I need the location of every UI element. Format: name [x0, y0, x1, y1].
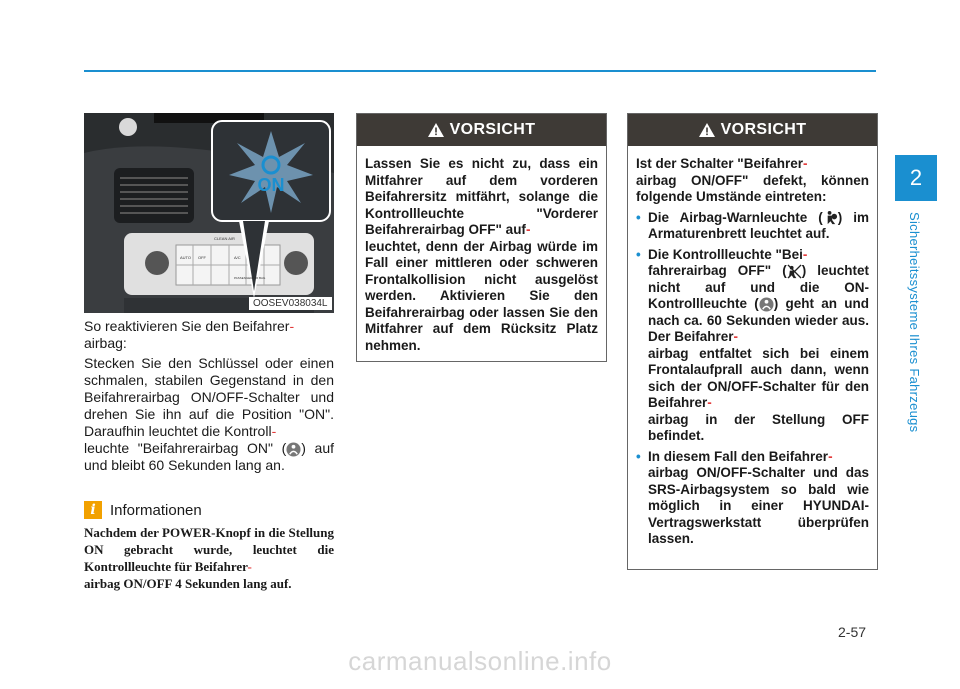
caution-title: VORSICHT: [449, 121, 536, 138]
page-number: 2-57: [838, 624, 867, 640]
info-icon: i: [84, 501, 102, 519]
caution-title: VORSICHT: [720, 121, 807, 138]
caution-header: [628, 114, 877, 146]
svg-text:PASSENGER AIR BAG: PASSENGER AIR BAG: [234, 276, 266, 280]
chapter-title: Sicherheitssysteme Ihres Fahrzeugs: [907, 212, 922, 433]
callout-on-label: ON: [257, 175, 285, 195]
caution-text: Lassen Sie es nicht zu, dass ein Mitfahrer auf dem vorderen Beifahrersitz mitfährt, solange die Kontrollleuchte "Vorderer Beifahrerairbag OFF" auf- leuchtet, denn der Airbag würde im Fall einer mittleren oder schweren Frontalkollision nicht ausgelöst werden. Aktivieren Sie den Beifahrerairbag oder lassen Sie den Mitfahrer auf dem Rücksitz Platz nehmen.: [365, 156, 598, 353]
photo-caption: OOSEV038034L: [249, 297, 332, 310]
svg-text:AUTO: AUTO: [180, 255, 192, 260]
passenger-airbag-on-icon: [759, 297, 774, 312]
watermark: carmanualsonline.info: [348, 646, 612, 676]
list-item: • In diesem Fall den Beifahrer- airbag ON/OFF-Schalter und das SRS-Airbagsystem so bald wie möglich in einer HYUNDAI-Vertragswerkstatt überprüfen lassen.: [636, 449, 869, 548]
caution-list: [636, 210, 869, 548]
chapter-number: 2: [909, 165, 923, 190]
info-text: Nachdem der POWER-Knopf in die Stellung ON gebracht wurde, leuchtet die Kontrollleuchte für Beifahrer- airbag ON/OFF 4 Sekunden lang auf.: [84, 525, 334, 591]
list-item: • Die Kontrollleuchte "Bei- fahrerairbag OFF" ( ) leuchtet nicht auf und die ON-Kontrollleuchte ( ) geht an und nach ca. 60 Sekunden wieder aus. Der Beifahrer- airbag entfaltet sich bei einem Frontalaufprall auch dann, wenn sich der ON/OFF-Schalter für den Beifahrer- airbag in der Stellung OFF befindet.: [636, 247, 869, 445]
passenger-airbag-off-icon: [787, 264, 802, 279]
caution-box-switch-defect: [627, 113, 878, 570]
svg-text:CLEAN AIR: CLEAN AIR: [214, 236, 235, 241]
reactivate-heading: So reaktivieren Sie den Beifahrer- airbag:: [84, 318, 295, 351]
caution-body: [628, 146, 877, 548]
dashboard-photo: [84, 113, 334, 313]
list-item: • Die Airbag-Warnleuchte ( ) im Armaturenbrett leuchtet auf.: [636, 210, 869, 243]
reactivate-instructions: Stecken Sie den Schlüssel oder einen schmalen, stabilen Gegenstand in den Beifahrerairbag ON/OFF-Schalter und drehen Sie ihn auf die Position "ON". Daraufhin leuchtet die Kontroll- leuchte "Beifahrerairbag ON" ( ) auf und bleibt 60 Sekunden lang an.: [84, 355, 335, 473]
dashboard-illustration: [84, 113, 334, 313]
info-header: [84, 501, 202, 519]
passenger-airbag-on-icon: [286, 442, 301, 457]
info-title: Informationen: [110, 501, 202, 519]
caution-box-passenger: [356, 113, 607, 362]
caution-intro: Ist der Schalter "Beifahrer- airbag ON/OFF" defekt, können folgende Umstände eintreten:: [636, 156, 869, 204]
caution-body: [357, 146, 606, 354]
airbag-warning-icon: [823, 210, 838, 225]
caution-header: [357, 114, 606, 146]
svg-text:OFF: OFF: [198, 255, 206, 260]
warning-triangle-icon: [428, 123, 444, 137]
svg-text:A/C: A/C: [234, 255, 241, 260]
warning-triangle-icon: [699, 123, 715, 137]
chapter-tab: [895, 155, 937, 201]
top-rule: [84, 70, 876, 72]
